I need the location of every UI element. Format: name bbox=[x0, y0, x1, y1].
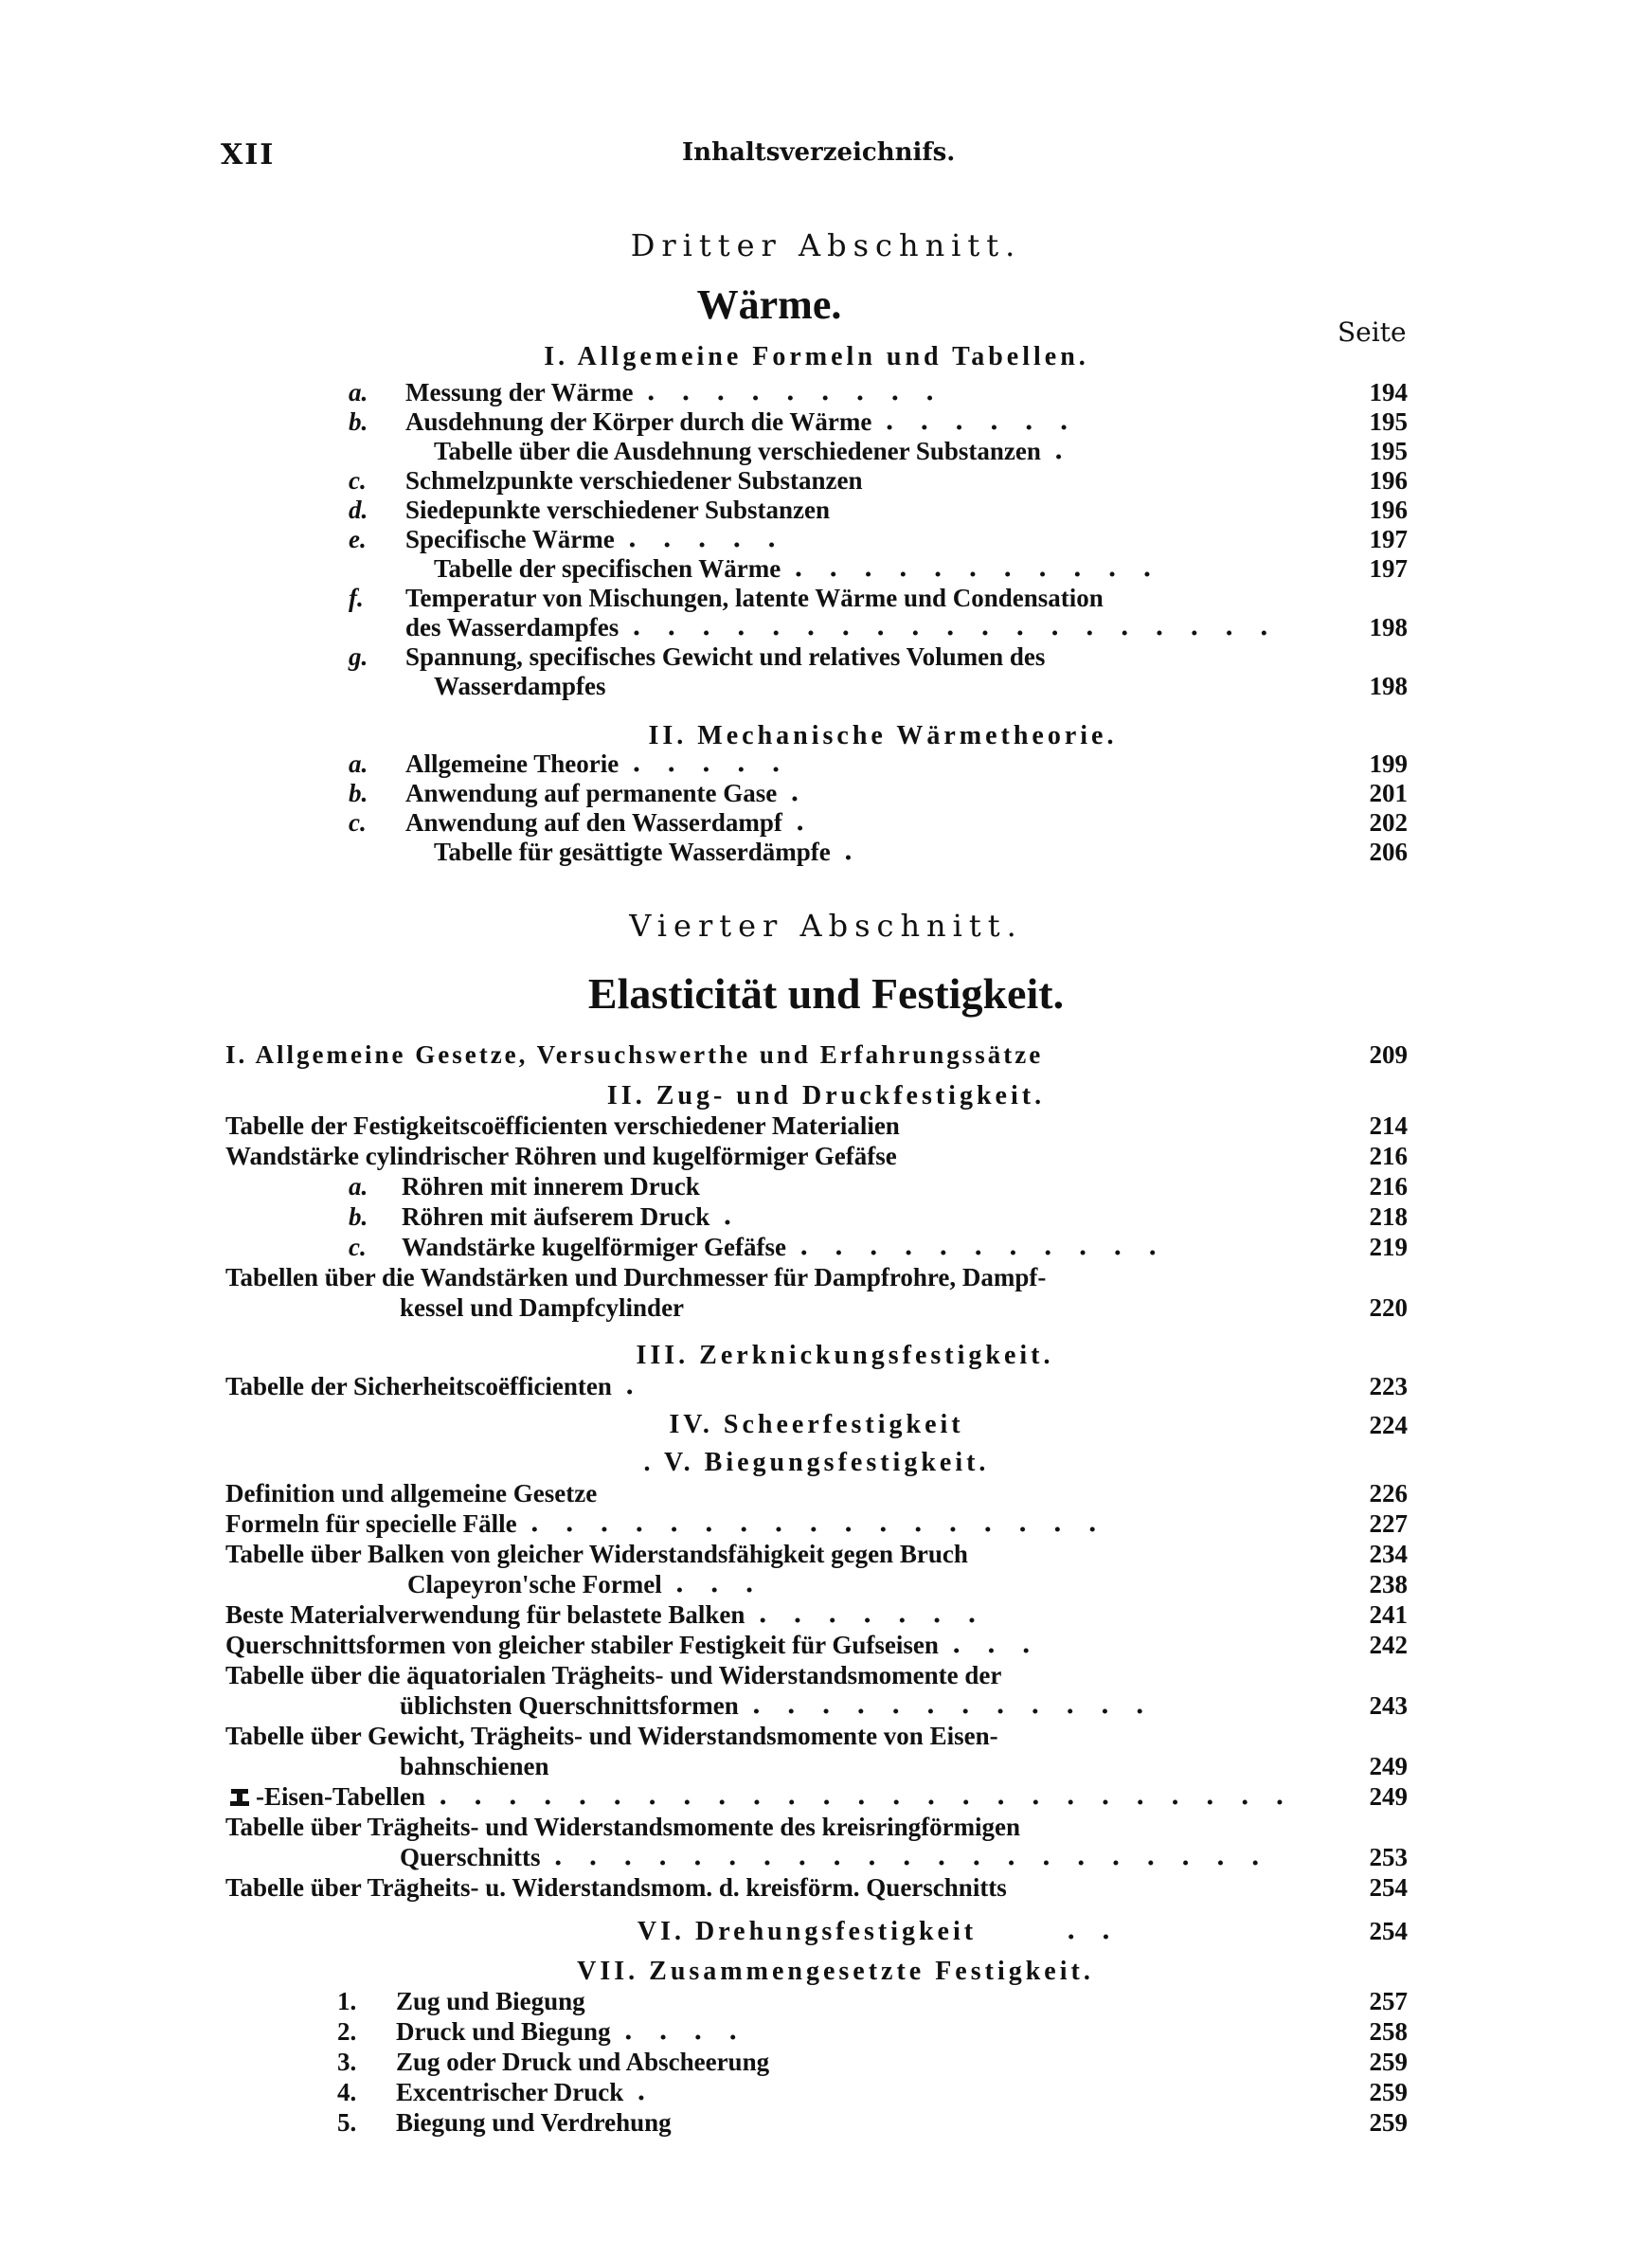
entry-text: Tabelle der Festigkeitscoëfficienten verschiedener Materialien bbox=[225, 1111, 900, 1140]
entry-page: 206 bbox=[1369, 838, 1408, 866]
entry-label: a. bbox=[349, 749, 368, 778]
entry-label: 3. bbox=[337, 2048, 357, 2076]
entry-text: Tabelle über Trägheits- u. Widerstandsmom. d. kreisförm. Querschnitts bbox=[225, 1873, 1007, 1902]
seite-label: Seite bbox=[1338, 316, 1407, 348]
entry-page: 242 bbox=[1369, 1631, 1408, 1659]
entry-page: 220 bbox=[1369, 1293, 1408, 1322]
running-title: Inhaltsverzeichnifs. bbox=[682, 138, 956, 167]
section4-part2-title: II. Zug- und Druckfestigkeit. bbox=[606, 1081, 1046, 1110]
entry-text: Druck und Biegung bbox=[396, 2017, 611, 2046]
entry-page: 219 bbox=[1369, 1233, 1408, 1261]
entry-leader-dots: . . . . . . bbox=[885, 406, 1077, 436]
entry-text: Ausdehnung der Körper durch die Wärme bbox=[405, 407, 872, 436]
entry-text: Clapeyron'sche Formel bbox=[407, 1570, 662, 1598]
entry-text: kessel und Dampfcylinder bbox=[400, 1293, 685, 1322]
entry-text: Tabelle der specifischen Wärme bbox=[434, 554, 781, 583]
section3-label: Dritter Abschnitt. bbox=[630, 227, 1022, 263]
entry-page: 195 bbox=[1369, 437, 1408, 465]
section4-part1-page: 209 bbox=[1369, 1040, 1408, 1069]
entry-label: a. bbox=[349, 1172, 368, 1201]
section3-part1-title: I. Allgemeine Formeln und Tabellen. bbox=[544, 342, 1089, 371]
entry-text: Querschnitts bbox=[400, 1843, 541, 1871]
entry-leader-dots: . bbox=[624, 1371, 643, 1400]
entry-text: Tabellen über die Wandstärken und Durchmesser für Dampfrohre, Dampf- bbox=[225, 1263, 1047, 1291]
entry-text: üblichsten Querschnittsformen bbox=[400, 1691, 739, 1720]
entry-page: 249 bbox=[1369, 1782, 1408, 1811]
entry-leader-dots: . bbox=[1053, 436, 1072, 465]
entry-text: Wandstärke cylindrischer Röhren und kugelförmiger Gefäfse bbox=[225, 1142, 897, 1170]
entry-label: 2. bbox=[337, 2017, 357, 2046]
entry-leader-dots: . . . . . . . . . . . . . . . . . . . bbox=[632, 612, 1278, 641]
entry-page: 226 bbox=[1369, 1479, 1408, 1508]
entry-page: 249 bbox=[1369, 1752, 1408, 1780]
entry-text: Zug und Biegung bbox=[396, 1987, 585, 2015]
entry-page: 195 bbox=[1369, 407, 1408, 436]
entry-text: Zug oder Druck und Abscheerung bbox=[396, 2048, 770, 2076]
entry-text: Allgemeine Theorie bbox=[405, 749, 620, 778]
entry-label: 1. bbox=[337, 1987, 357, 2015]
entry-leader-dots: . bbox=[790, 778, 808, 807]
entry-page: 241 bbox=[1369, 1600, 1408, 1629]
entry-leader-dots: . . . . . bbox=[627, 524, 785, 553]
section4-part6-dots: . . bbox=[1067, 1916, 1120, 1945]
entry-page: 216 bbox=[1369, 1172, 1408, 1201]
entry-leader-dots: . . . bbox=[674, 1569, 763, 1598]
section4-part4-title: IV. Scheerfestigkeit bbox=[669, 1410, 964, 1439]
entry-page: 214 bbox=[1369, 1111, 1408, 1140]
entry-leader-dots: . . . . . . . . . . . . . . . . . . . . . . . . . bbox=[439, 1781, 1293, 1811]
entry-label: a. bbox=[349, 378, 368, 406]
entry-text: Anwendung auf den Wasserdampf bbox=[405, 808, 782, 837]
entry-page: 197 bbox=[1369, 554, 1408, 583]
entry-leader-dots: . . . . . . . . . . . . . . . . . . . . . bbox=[553, 1842, 1268, 1871]
entry-text: Röhren mit äufserem Druck bbox=[402, 1202, 710, 1231]
entry-page: 227 bbox=[1369, 1509, 1408, 1538]
entry-leader-dots: . . . . . . . . . . . bbox=[799, 1232, 1166, 1261]
entry-text: Specifische Wärme bbox=[405, 525, 615, 553]
entry-text: Tabelle über die äquatorialen Trägheits- und Widerstandsmomente der bbox=[225, 1661, 1002, 1689]
entry-page: 198 bbox=[1369, 672, 1408, 700]
entry-text: des Wasserdampfes bbox=[405, 613, 620, 641]
entry-page: 199 bbox=[1369, 749, 1408, 778]
entry-text: Formeln für specielle Fälle bbox=[225, 1509, 517, 1538]
entry-page: 243 bbox=[1369, 1691, 1408, 1720]
entry-label: e. bbox=[349, 525, 367, 553]
entry-text: -Eisen-Tabellen bbox=[256, 1782, 426, 1811]
section3-part2-title: II. Mechanische Wärmetheorie. bbox=[648, 721, 1118, 750]
entry-leader-dots: . . . . . . . . . bbox=[646, 377, 943, 406]
entry-page: 196 bbox=[1369, 466, 1408, 495]
rail-profile-icon bbox=[229, 1787, 250, 1808]
entry-leader-dots: . . . . . . . . . . . . . . . . . bbox=[530, 1508, 1105, 1538]
entry-label: c. bbox=[349, 808, 367, 837]
entry-text: Messung der Wärme bbox=[405, 378, 634, 406]
entry-text: Querschnittsformen von gleicher stabiler Festigkeit für Gufseisen bbox=[225, 1631, 939, 1659]
entry-label: f. bbox=[349, 584, 364, 612]
entry-page: 198 bbox=[1369, 613, 1408, 641]
entry-text: Tabelle über die Ausdehnung verschiedener Substanzen bbox=[434, 437, 1041, 465]
entry-page: 259 bbox=[1369, 2048, 1408, 2076]
entry-page: 202 bbox=[1369, 808, 1408, 837]
entry-text: Tabelle für gesättigte Wasserdämpfe bbox=[434, 838, 831, 866]
entry-label: b. bbox=[349, 1202, 368, 1231]
section4-part6-page: 254 bbox=[1369, 1917, 1408, 1945]
section4-part4-page: 224 bbox=[1369, 1411, 1408, 1439]
entry-text: Schmelzpunkte verschiedener Substanzen bbox=[405, 466, 863, 495]
entry-page: 197 bbox=[1369, 525, 1408, 553]
entry-label: c. bbox=[349, 1233, 367, 1261]
entry-text: Tabelle über Trägheits- und Widerstandsmomente des kreisringförmigen bbox=[225, 1813, 1021, 1841]
entry-leader-dots: . bbox=[843, 837, 862, 866]
section4-part1-text: I. Allgemeine Gesetze, Versuchswerthe und Erfahrungssätze bbox=[225, 1040, 1044, 1069]
entry-leader-dots: . . . . . . . . . . . . bbox=[751, 1690, 1153, 1720]
entry-page: 196 bbox=[1369, 496, 1408, 524]
entry-page: 253 bbox=[1369, 1843, 1408, 1871]
entry-leader-dots: . . . . bbox=[623, 2016, 746, 2046]
entry-text: Röhren mit innerem Druck bbox=[402, 1172, 700, 1201]
entry-leader-dots: . bbox=[795, 807, 814, 837]
entry-text: Tabelle über Gewicht, Trägheits- und Widerstandsmomente von Eisen- bbox=[225, 1722, 998, 1750]
entry-leader-dots: . . . . . bbox=[632, 749, 789, 778]
page-number: XII bbox=[221, 138, 276, 172]
section4-part7-title: VII. Zusammengesetzte Festigkeit. bbox=[577, 1957, 1094, 1986]
entry-text: Tabelle über Balken von gleicher Widerstandsfähigkeit gegen Bruch bbox=[225, 1540, 968, 1568]
entry-page: 257 bbox=[1369, 1987, 1408, 2015]
section4-part3-title: III. Zerknickungsfestigkeit. bbox=[636, 1341, 1054, 1370]
entry-leader-dots: . bbox=[723, 1201, 741, 1231]
entry-label: 5. bbox=[337, 2108, 357, 2137]
entry-page: 259 bbox=[1369, 2108, 1408, 2137]
entry-leader-dots: . . . . . . . bbox=[758, 1599, 985, 1629]
entry-text: Wasserdampfes bbox=[434, 672, 606, 700]
entry-label: b. bbox=[349, 407, 368, 436]
entry-text: Biegung und Verdrehung bbox=[396, 2108, 672, 2137]
entry-page: 258 bbox=[1369, 2017, 1408, 2046]
entry-page: 234 bbox=[1369, 1540, 1408, 1568]
entry-text: Excentrischer Druck bbox=[396, 2078, 624, 2106]
entry-text: Beste Materialverwendung für belastete Balken bbox=[225, 1600, 745, 1629]
entry-label: c. bbox=[349, 466, 367, 495]
entry-leader-dots: . . . . . . . . . . . bbox=[794, 553, 1160, 583]
entry-text: Temperatur von Mischungen, latente Wärme und Condensation bbox=[405, 584, 1104, 612]
entry-text: Definition und allgemeine Gesetze bbox=[225, 1479, 598, 1508]
entry-label: b. bbox=[349, 779, 368, 807]
section3-title: Wärme. bbox=[696, 281, 842, 328]
entry-page: 216 bbox=[1369, 1142, 1408, 1170]
entry-text: Siedepunkte verschiedener Substanzen bbox=[405, 496, 831, 524]
entry-text: Anwendung auf permanente Gase bbox=[405, 779, 778, 807]
entry-text: Spannung, specifisches Gewicht und relatives Volumen des bbox=[405, 642, 1046, 671]
section4-part5-title: . V. Biegungsfestigkeit. bbox=[643, 1448, 990, 1477]
entry-text: bahnschienen bbox=[400, 1752, 549, 1780]
entry-label: d. bbox=[349, 496, 368, 524]
entry-leader-dots: . . . bbox=[951, 1630, 1039, 1659]
section4-title: Elasticität und Festigkeit. bbox=[587, 969, 1065, 1018]
entry-text: Tabelle der Sicherheitscoëfficienten bbox=[225, 1372, 612, 1400]
entry-page: 218 bbox=[1369, 1202, 1408, 1231]
entry-page: 259 bbox=[1369, 2078, 1408, 2106]
entry-text: Wandstärke kugelförmiger Gefäfse bbox=[402, 1233, 786, 1261]
entry-leader-dots: . bbox=[637, 2077, 655, 2106]
entry-page: 201 bbox=[1369, 779, 1408, 807]
entry-page: 194 bbox=[1369, 378, 1408, 406]
entry-page: 238 bbox=[1369, 1570, 1408, 1598]
entry-page: 223 bbox=[1369, 1372, 1408, 1400]
entry-label: 4. bbox=[337, 2078, 357, 2106]
section4-part6-title: VI. Drehungsfestigkeit bbox=[637, 1917, 978, 1946]
entry-label: g. bbox=[349, 642, 368, 671]
section4-label: Vierter Abschnitt. bbox=[629, 908, 1023, 944]
entry-page: 254 bbox=[1369, 1873, 1408, 1902]
